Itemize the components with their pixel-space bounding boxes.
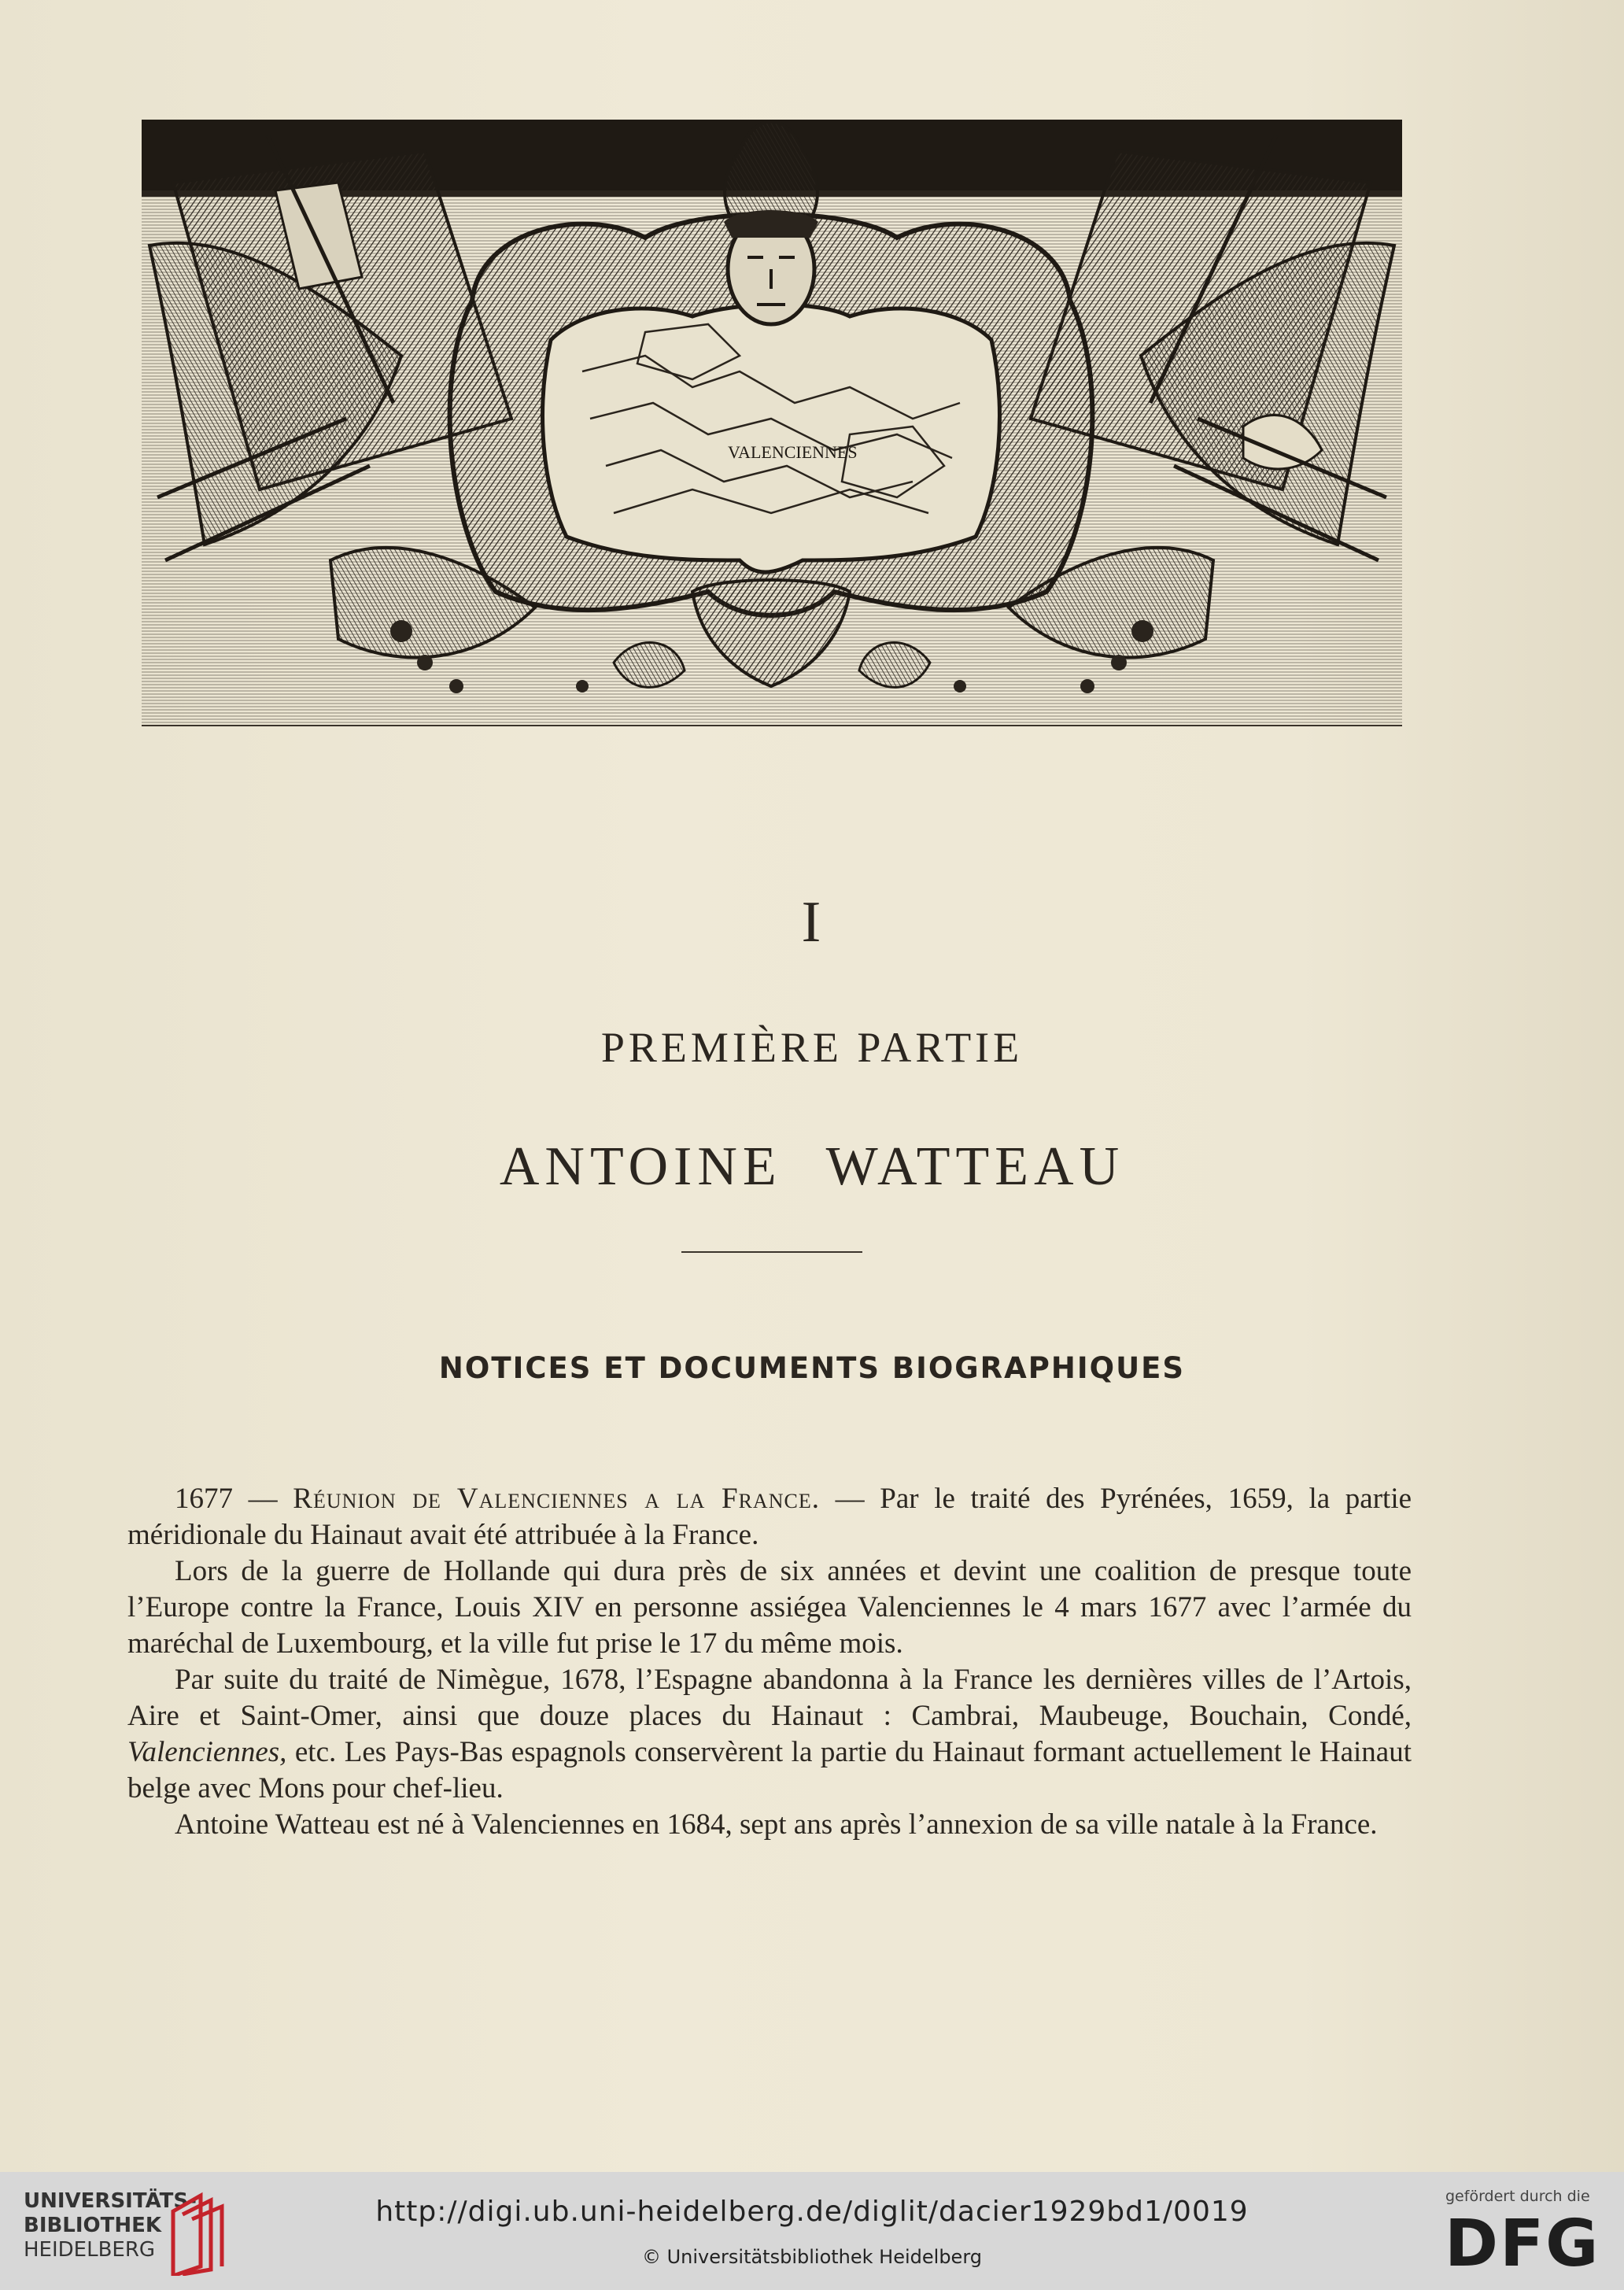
- library-line-3: HEIDELBERG: [24, 2238, 156, 2262]
- dfg-logo: DFG: [1445, 2207, 1600, 2281]
- digitization-footer: [0, 2172, 1624, 2290]
- p3-before: Par suite du traité de Nimègue, 1678, l’Espagne abandonna à la France les dernières villes de l’Artois, Aire et Saint-Omer, ainsi que douze places du Hainaut : Cambrai, Maubeuge, Bouchain, Condé,: [127, 1664, 1412, 1732]
- author-last-name: WATTEAU: [825, 1136, 1125, 1197]
- copyright-notice: © Universitätsbibliothek Heidelberg: [641, 2246, 982, 2268]
- library-line-1: UNIVERSITÄTS-: [24, 2189, 197, 2213]
- section-title: NOTICES ET DOCUMENTS BIOGRAPHIQUES: [438, 1351, 1186, 1385]
- headpiece-illustration: [142, 120, 1402, 735]
- author-title: [0, 1136, 1624, 1199]
- body-text: [127, 1481, 1412, 1843]
- chapter-numeral: I: [801, 890, 823, 955]
- funding-label: gefördert durch die: [1445, 2188, 1590, 2205]
- p1-heading: Réunion de Valenciennes a la France.: [293, 1483, 820, 1515]
- paragraph-2: Lors de la guerre de Hollande qui dura près de six années et devint une coalition de presque toute l’Europe contre la France, Louis XIV en personne assiégea Valenciennes le 4 mars 1677 avec l’armée du maréchal de Luxembourg, et la ville fut prise le 17 du même mois.: [127, 1555, 1412, 1660]
- p3-italic: Valenciennes,: [127, 1736, 287, 1768]
- p1-year: 1677 —: [175, 1483, 293, 1515]
- paragraph-4: Antoine Watteau est né à Valenciennes en 1684, sept ans après l’annexion de sa ville natale à la France.: [175, 1808, 1378, 1841]
- part-title: PREMIÈRE PARTIE: [600, 1024, 1024, 1071]
- author-first-name: ANTOINE: [499, 1136, 782, 1197]
- paragraph-3: [127, 1662, 1412, 1807]
- paragraph-1: [127, 1481, 1412, 1553]
- engraved-headpiece: [142, 120, 1402, 735]
- title-divider: [681, 1251, 862, 1253]
- permalink-url[interactable]: http://digi.ub.uni-heidelberg.de/diglit/dacier1929bd1/0019: [375, 2196, 1249, 2228]
- map-label: VALENCIENNES: [728, 442, 858, 462]
- library-line-2: BIBLIOTHEK: [24, 2214, 162, 2237]
- p3-after: etc. Les Pays-Bas espagnols conservèrent la partie du Hainaut formant actuellement le Hainaut belge avec Mons pour chef-lieu.: [127, 1736, 1412, 1804]
- p1-text: — Par le traité des Pyrénées, 1659, la partie méridionale du Hainaut avait été attribuée à la France.: [127, 1483, 1412, 1551]
